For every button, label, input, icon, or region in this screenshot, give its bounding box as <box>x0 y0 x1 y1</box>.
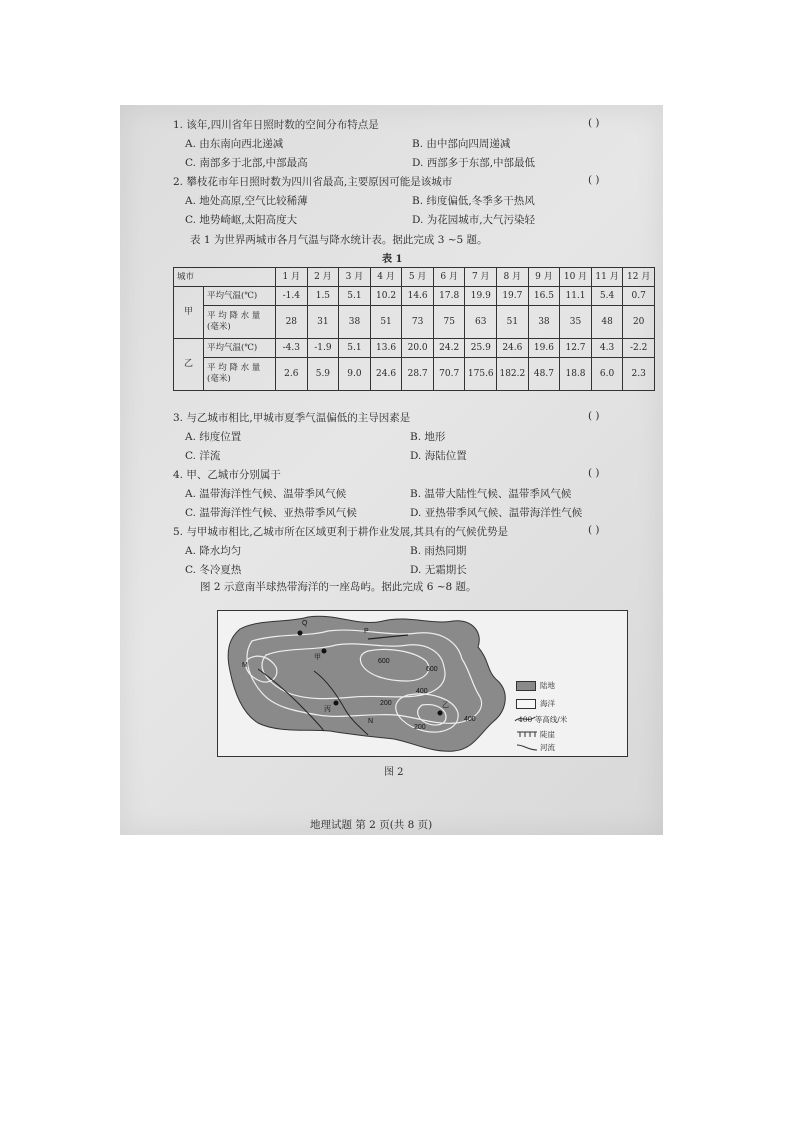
cell: 31 <box>307 306 339 339</box>
month-header: 2 月 <box>307 268 339 287</box>
month-header: 1 月 <box>276 268 308 287</box>
month-header: 10 月 <box>560 268 592 287</box>
row-label <box>204 358 276 391</box>
question-4-option-d: D. 亚热带季风气候、温带海洋性气候 <box>410 507 583 519</box>
place-label: P <box>364 628 369 635</box>
cell: 20 <box>623 306 655 339</box>
legend-sea-label: 海洋 <box>540 699 555 708</box>
city-name: 乙 <box>174 339 204 391</box>
place-label: N <box>368 718 374 725</box>
table-row <box>174 339 655 358</box>
cell: 19.7 <box>497 287 529 306</box>
row-label-line2: (毫米) <box>207 374 231 384</box>
question-1-option-a: A. 由东南向西北递减 <box>185 138 284 150</box>
cell: 5.1 <box>339 287 371 306</box>
island-map <box>218 611 627 756</box>
cell: 28 <box>276 306 308 339</box>
cell: 18.8 <box>560 358 592 391</box>
question-5-option-d: D. 无霜期长 <box>410 564 467 576</box>
legend-contour-label: 400 等高线/米 <box>518 715 568 724</box>
question-3-stem: 3. 与乙城市相比,甲城市夏季气温偏低的主导因素是 <box>173 412 411 424</box>
question-2-option-d: D. 为花园城市,大气污染轻 <box>412 214 536 226</box>
question-5-option-a: A. 降水均匀 <box>185 545 242 557</box>
cell: 14.6 <box>402 287 434 306</box>
cell: 10.2 <box>370 287 402 306</box>
question-3-option-b: B. 地形 <box>410 431 446 443</box>
legend-land-swatch <box>516 681 536 691</box>
month-header: 6 月 <box>433 268 465 287</box>
cell: 6.0 <box>591 358 623 391</box>
month-header: 9 月 <box>528 268 560 287</box>
contour-label: 400 <box>464 716 476 723</box>
row-label <box>204 306 276 339</box>
question-1-answer-bracket: ( ) <box>588 117 600 129</box>
question-4-stem: 4. 甲、乙城市分别属于 <box>173 469 281 481</box>
cell: 9.0 <box>339 358 371 391</box>
question-2-option-c: C. 地势崎岖,太阳高度大 <box>185 214 298 226</box>
table-caption: 表 1 <box>382 254 403 265</box>
question-4-option-c: C. 温带海洋性气候、亚热带季风气候 <box>185 507 357 519</box>
cell: 13.6 <box>370 339 402 358</box>
question-4-option-a: A. 温带海洋性气候、温带季风气候 <box>185 488 347 500</box>
question-2-option-b: B. 纬度偏低,冬季多干热风 <box>412 195 535 207</box>
page-footer: 地理试题 第 2 页(共 8 页) <box>310 819 433 831</box>
place-label: 甲 <box>314 653 321 661</box>
island-land <box>228 616 505 751</box>
question-4-answer-bracket: ( ) <box>588 467 600 479</box>
cell: 70.7 <box>433 358 465 391</box>
question-5-answer-bracket: ( ) <box>588 524 600 536</box>
question-4-option-b: B. 温带大陆性气候、温带季风气候 <box>410 488 572 500</box>
row-label-line2: (毫米) <box>207 322 231 332</box>
question-3-option-a: A. 纬度位置 <box>185 431 242 443</box>
cell: 24.6 <box>370 358 402 391</box>
contour-label: 200 <box>414 724 426 731</box>
map-caption: 图 2 <box>384 767 404 778</box>
cell: 48.7 <box>528 358 560 391</box>
city-yi-marker <box>438 711 443 716</box>
month-header: 3 月 <box>339 268 371 287</box>
cell: 11.1 <box>560 287 592 306</box>
map-intro: 图 2 示意南半球热带海洋的一座岛屿。据此完成 6 ~8 题。 <box>200 581 477 593</box>
cell: 19.9 <box>465 287 497 306</box>
cell: 51 <box>497 306 529 339</box>
place-label: M <box>242 662 248 669</box>
cell: 4.3 <box>591 339 623 358</box>
cell: 38 <box>339 306 371 339</box>
month-header: 11 月 <box>591 268 623 287</box>
cell: 19.6 <box>528 339 560 358</box>
cell: 1.5 <box>307 287 339 306</box>
cell: 28.7 <box>402 358 434 391</box>
table-row <box>174 358 655 391</box>
question-5-stem: 5. 与甲城市相比,乙城市所在区域更利于耕作业发展,其具有的气候优势是 <box>173 526 509 538</box>
river-icon <box>516 742 538 752</box>
row-label-line1: 平 均 降 水 量 <box>207 311 261 321</box>
climate-table <box>173 267 655 391</box>
contour-label: 400 <box>416 688 428 695</box>
legend-land-label: 陆地 <box>540 681 555 690</box>
row-label-line1: 平 均 降 水 量 <box>207 363 261 373</box>
cell: 0.7 <box>623 287 655 306</box>
cell: 5.1 <box>339 339 371 358</box>
question-1-option-d: D. 西部多于东部,中部最低 <box>412 157 536 169</box>
city-bing-marker <box>334 701 339 706</box>
cell: 24.6 <box>497 339 529 358</box>
table-intro: 表 1 为世界两城市各月气温与降水统计表。据此完成 3 ~5 题。 <box>190 234 488 246</box>
question-3-option-d: D. 海陆位置 <box>410 450 467 462</box>
month-header: 8 月 <box>497 268 529 287</box>
question-2-answer-bracket: ( ) <box>588 174 600 186</box>
cell: 17.8 <box>433 287 465 306</box>
place-label: Q <box>302 620 308 627</box>
place-label: 丙 <box>324 705 331 713</box>
table-row <box>174 306 655 339</box>
month-header: 12 月 <box>623 268 655 287</box>
cell: 75 <box>433 306 465 339</box>
legend-sea-swatch <box>516 699 536 709</box>
question-2-stem: 2. 攀枝花市年日照时数为四川省最高,主要原因可能是该城市 <box>173 176 453 188</box>
cell: -1.4 <box>276 287 308 306</box>
city-name: 甲 <box>174 287 204 339</box>
cell: 38 <box>528 306 560 339</box>
question-3-answer-bracket: ( ) <box>588 410 600 422</box>
cell: 25.9 <box>465 339 497 358</box>
cell: 51 <box>370 306 402 339</box>
cell: 2.3 <box>623 358 655 391</box>
question-1-stem: 1. 该年,四川省年日照时数的空间分布特点是 <box>173 119 379 131</box>
cell: -4.3 <box>276 339 308 358</box>
cell: -1.9 <box>307 339 339 358</box>
question-2-option-a: A. 地处高原,空气比较稀薄 <box>185 195 308 207</box>
question-1-option-c: C. 南部多于北部,中部最高 <box>185 157 308 169</box>
map-frame <box>217 610 628 757</box>
contour-label: 600 <box>378 658 390 665</box>
cell: 16.5 <box>528 287 560 306</box>
cell: 5.9 <box>307 358 339 391</box>
cell: 63 <box>465 306 497 339</box>
row-label: 平均气温(℃) <box>204 287 276 306</box>
cell: 175.6 <box>465 358 497 391</box>
cell: 20.0 <box>402 339 434 358</box>
place-label: 乙 <box>442 701 449 709</box>
cell: 182.2 <box>497 358 529 391</box>
legend-river-label: 河流 <box>540 743 555 752</box>
cell: 73 <box>402 306 434 339</box>
cell: 2.6 <box>276 358 308 391</box>
month-header: 5 月 <box>402 268 434 287</box>
legend-cliff-label: 陡崖 <box>540 730 555 739</box>
city-jia-marker <box>322 649 327 654</box>
row-label: 平均气温(℃) <box>204 339 276 358</box>
cliff-icon <box>516 729 538 739</box>
exam-page-photo <box>120 105 663 835</box>
cell: 12.7 <box>560 339 592 358</box>
table-header-row <box>174 268 655 287</box>
question-3-option-c: C. 洋流 <box>185 450 221 462</box>
question-1-option-b: B. 由中部向四周递减 <box>412 138 511 150</box>
question-5-option-b: B. 雨热同期 <box>410 545 467 557</box>
cell: 35 <box>560 306 592 339</box>
contour-label: 200 <box>380 700 392 707</box>
cell: 5.4 <box>591 287 623 306</box>
month-header: 4 月 <box>370 268 402 287</box>
table-row <box>174 287 655 306</box>
month-header: 7 月 <box>465 268 497 287</box>
header-city: 城市 <box>174 268 276 287</box>
question-5-option-c: C. 冬冷夏热 <box>185 564 242 576</box>
cell: 24.2 <box>433 339 465 358</box>
cell: 48 <box>591 306 623 339</box>
point-q-marker <box>298 631 303 636</box>
cell: -2.2 <box>623 339 655 358</box>
contour-label: 600 <box>426 666 438 673</box>
